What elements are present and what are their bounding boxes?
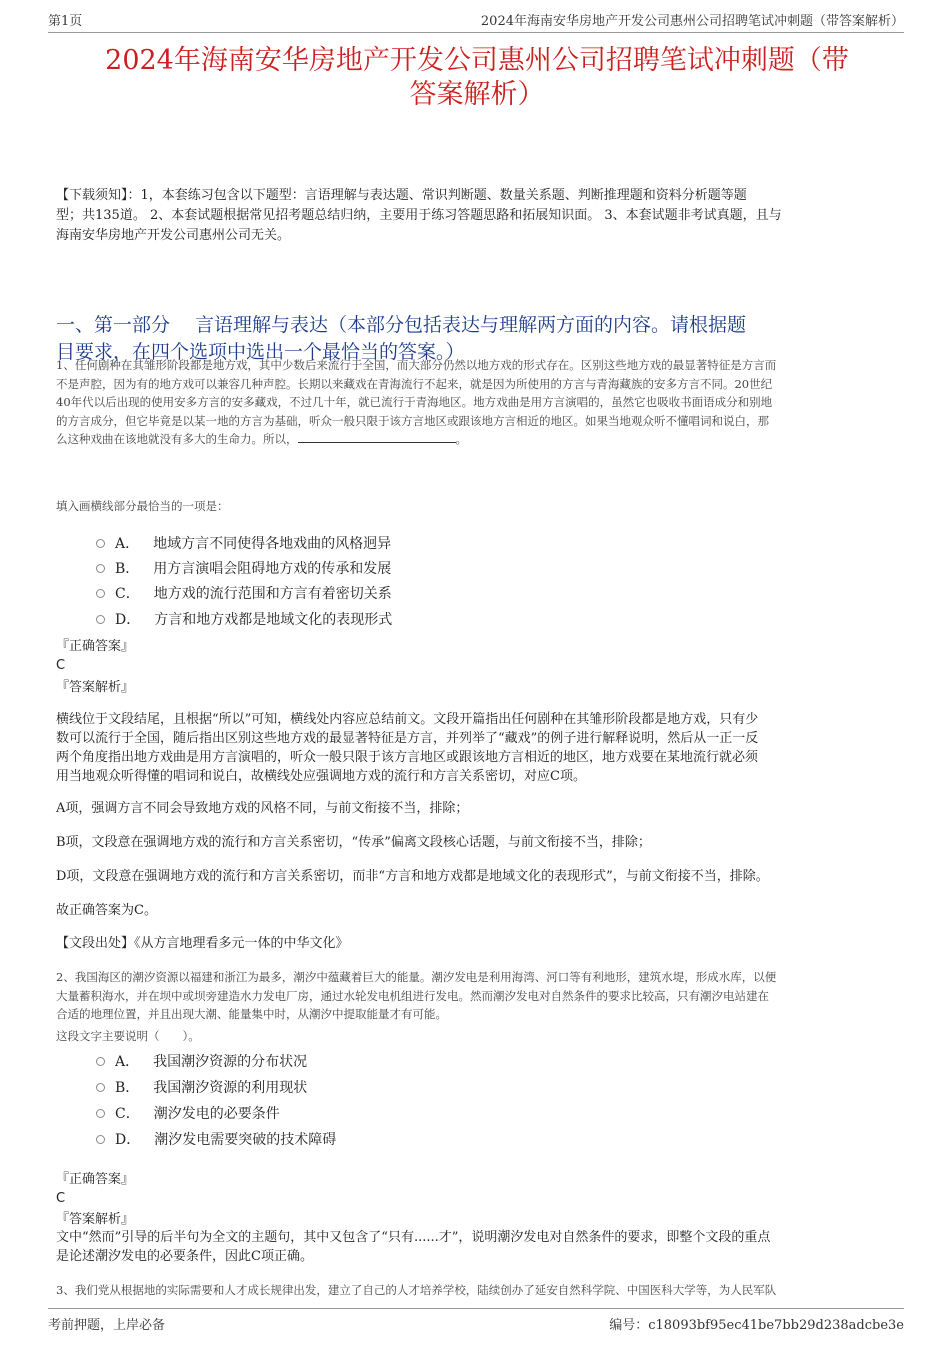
q2-analysis-label: 『答案解析』 xyxy=(56,1212,135,1227)
notice-line: 海南安华房地产开发公司惠州公司无关。 xyxy=(56,228,291,243)
option-text: 我国潮汐资源的分布状况 xyxy=(153,1054,308,1070)
option-text: 潮汐发电需要突破的技术障碍 xyxy=(154,1132,337,1148)
option-text: 用方言演唱会阻碍地方戏的传承和发展 xyxy=(153,561,392,577)
q2-analysis xyxy=(56,1228,886,1266)
q1-conclusion: 故正确答案为C。 xyxy=(56,903,157,918)
q1-analysis-a: A项，强调方言不同会导致地方戏的风格不同，与前文衔接不当，排除； xyxy=(56,801,469,816)
option-key: D． xyxy=(115,1132,141,1148)
radio-icon[interactable] xyxy=(96,1109,105,1118)
option-text: 方言和地方戏都是地域文化的表现形式 xyxy=(154,612,393,628)
radio-icon[interactable] xyxy=(96,1083,105,1092)
q1-source: 【文段出处】《从方言地理看多元一体的中华文化》 xyxy=(56,936,349,951)
question-1-stem xyxy=(56,356,906,449)
stem-line: 1、任何剧种在其雏形阶段都是地方戏，其中少数后来流行于全国，而大部分仍然以地方戏的形式存在。区别这些地方戏的最显著特征是方言而 xyxy=(56,358,777,372)
question-2-prompt: 这段文字主要说明（ ）。 xyxy=(56,1029,200,1043)
stem-line xyxy=(56,430,906,449)
analysis-line: 两个角度指出地方戏曲是用方言演唱的，听众一般只限于该方言地区或跟该地方言相近的地区，地方戏要在某地流行就必须 xyxy=(56,750,759,765)
analysis-line: 横线位于文段结尾，且根据“所以”可知，横线处内容应总结前文。文段开篇指出任何剧种在其雏形阶段都是地方戏，只有少 xyxy=(56,712,759,727)
radio-icon[interactable] xyxy=(96,1135,105,1144)
stem-line: 40年代以后出现的使用安多方言的安多藏戏，不过几十年，就已流行于青海地区。地方戏曲是用方言演唱的，虽然它也吸收书面语成分和别地 xyxy=(56,395,773,409)
option-key: D． xyxy=(115,612,141,628)
option-text: 地方戏的流行范围和方言有着密切关系 xyxy=(153,586,392,602)
section-heading-line: 目要求，在四个选项中选出一个最恰当的答案。） xyxy=(56,341,465,363)
notice-line: 型；共135道。 2、本套试题根据常见招考题总结归纳，主要用于练习答题思路和拓展知识面。 3、本套试题非考试真题，且与 xyxy=(56,208,782,223)
stem-line: 的方言成分，但它毕竟是以某一地的方言为基础，听众一般只限于该方言地区或跟该地方言相近的地区。如果当地观众听不懂唱词和说白，那 xyxy=(56,413,769,428)
footer-slogan: 考前押题，上岸必备 xyxy=(48,1318,166,1333)
stem-line: 2、我国海区的潮汐资源以福建和浙江为最多，潮汐中蕴藏着巨大的能量。潮汐发电是利用海湾、河口等有利地形，建筑水堤，形成水库，以便 xyxy=(56,970,777,984)
header-divider xyxy=(48,32,904,33)
q2-answer: C xyxy=(56,1191,66,1206)
stem-line: 合适的地理位置，并且出现大潮、能量集中时，从潮汐中提取能量才有可能。 xyxy=(56,1007,447,1021)
analysis-line: 数可以流行于全国，随后指出区别这些地方戏的最显著特征是方言，并列举了“藏戏”的例子进行解释说明，然后从一正一反 xyxy=(56,731,759,746)
radio-icon[interactable] xyxy=(96,564,105,573)
analysis-line: 是论述潮汐发电的必要条件，因此C项正确。 xyxy=(56,1249,313,1264)
q2-option-d[interactable] xyxy=(96,1129,336,1149)
option-text: 我国潮汐资源的利用现状 xyxy=(153,1080,308,1096)
footer-document-id: 编号：c18093bf95ec41be7bb29d238adcbe3e xyxy=(609,1318,904,1333)
option-key: B． xyxy=(115,1080,140,1096)
analysis-line: 用当地观众听得懂的唱词和说白，故横线处应强调地方戏的流行和方言关系密切，对应C项。 xyxy=(56,769,586,784)
q1-analysis-b: B项，文段意在强调地方戏的流行和方言关系密切，“传承”偏离文段核心话题，与前文衔接不当，排除； xyxy=(56,835,651,850)
q1-option-d[interactable] xyxy=(96,609,392,629)
option-key: C． xyxy=(115,1106,140,1122)
title-line-2: 答案解析） xyxy=(409,79,545,110)
notice-line: 【下载须知】：1，本套练习包含以下题型：言语理解与表达题、常识判断题、数量关系题、判断推理题和资料分析题等题 xyxy=(56,188,747,203)
q1-option-a[interactable] xyxy=(96,533,391,553)
running-header-title: 2024年海南安华房地产开发公司惠州公司招聘笔试冲刺题（带答案解析） xyxy=(480,14,904,29)
option-key: B． xyxy=(115,561,140,577)
option-key: C． xyxy=(115,586,140,602)
radio-icon[interactable] xyxy=(96,1057,105,1066)
q1-option-c[interactable] xyxy=(96,583,392,603)
download-notice xyxy=(56,186,906,246)
radio-icon[interactable] xyxy=(96,539,105,548)
section-heading-line: 一、第一部分 言语理解与表达（本部分包括表达与理解两方面的内容。请根据题 xyxy=(56,314,747,336)
title-line-1: 2024年海南安华房地产开发公司惠州公司招聘笔试冲刺题（带 xyxy=(105,45,849,76)
option-text: 地域方言不同使得各地戏曲的风格迥异 xyxy=(153,536,392,552)
option-key: A． xyxy=(115,536,140,552)
question-2-stem xyxy=(56,968,906,1024)
analysis-line: 文中“然而”引导的后半句为全文的主题句，其中又包含了“只有......才”，说明潮汐发电对自然条件的要求，即整个文段的重点 xyxy=(56,1230,771,1245)
q2-answer-label: 『正确答案』 xyxy=(56,1172,135,1187)
q1-analysis-d: D项，文段意在强调地方戏的流行和方言关系密切，而非“方言和地方戏都是地域文化的表现形式”，与前文衔接不当，排除。 xyxy=(56,869,769,884)
page-number: 第1页 xyxy=(48,14,83,29)
question-3-stem xyxy=(56,1281,906,1300)
document-title xyxy=(48,44,906,112)
q1-analysis-label: 『答案解析』 xyxy=(56,680,135,695)
stem-line: 3、我们党从根据地的实际需要和人才成长规律出发，建立了自己的人才培养学校，陆续创办了延安自然科学院、中国医科大学等，为人民军队 xyxy=(56,1283,777,1297)
fill-blank xyxy=(298,430,456,443)
stem-text: 么这种戏曲在该地就没有多大的生命力。所以， xyxy=(56,432,298,446)
stem-line: 大量蓄积海水，并在坝中或坝旁建造水力发电厂房，通过水轮发电机组进行发电。然而潮汐发电对自然条件的要求比较高，只有潮汐电站建在 xyxy=(56,988,769,1003)
q2-option-a[interactable] xyxy=(96,1051,307,1071)
q1-answer-label: 『正确答案』 xyxy=(56,639,135,654)
stem-line: 不是声腔，因为有的地方戏可以兼容几种声腔。长期以来藏戏在青海流行不起来，就是因为所使用的方言与青海藏族的安多方言不同。20世纪 xyxy=(56,376,773,391)
q1-analysis xyxy=(56,710,886,786)
q1-answer: C xyxy=(56,658,66,673)
option-key: A． xyxy=(115,1054,140,1070)
radio-icon[interactable] xyxy=(96,615,105,624)
option-text: 潮汐发电的必要条件 xyxy=(153,1106,280,1122)
radio-icon[interactable] xyxy=(96,589,105,598)
question-1-prompt: 填入画横线部分最恰当的一项是： xyxy=(56,499,229,513)
footer-divider xyxy=(48,1308,904,1309)
q2-option-c[interactable] xyxy=(96,1103,280,1123)
stem-text: 。 xyxy=(455,432,467,446)
q2-option-b[interactable] xyxy=(96,1077,307,1097)
q1-option-b[interactable] xyxy=(96,558,391,578)
